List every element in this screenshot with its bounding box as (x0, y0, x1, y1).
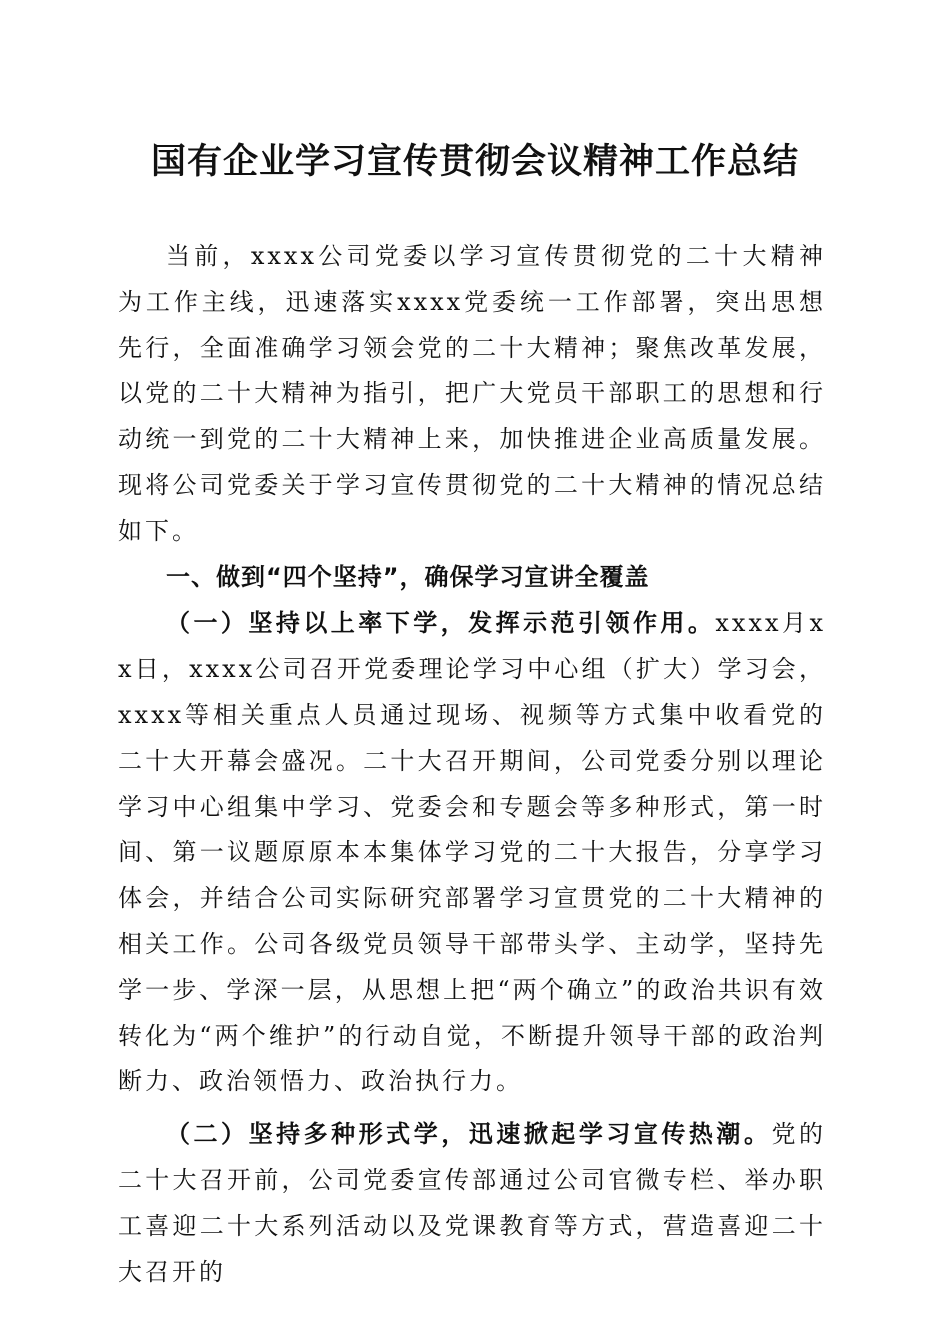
item-1-body: xxxx月xx日，xxxx公司召开党委理论学习中心组（扩大）学习会，xxxx等相关重点人员通过现场、视频等方式集中收看党的二十大开幕会盛况。二十大召开期间，公司党委分别以理论学习中心组集中学习、党委会和专题会等多种形式，第一时间、第一议题原原本本集体学习党的二十大报告，分享学习体会，并结合公司实际研究部署学习宣贯党的二十大精神的相关工作。公司各级党员领导干部带头学、主动学，坚持先学一步、学深一层，从思想上把“两个确立”的政治共识有效转化为“两个维护”的行动自觉，不断提升领导干部的政治判断力、政治领悟力、政治执行力。 (118, 609, 826, 1096)
item-paragraph-2 (118, 1111, 826, 1295)
item-2-body: 党的二十大召开前，公司党委宣传部通过公司官微专栏、举办职工喜迎二十大系列活动以及党课教育等方式，营造喜迎二十大召开的 (118, 1120, 827, 1286)
item-2-lead: （二）坚持多种形式学，迅速掀起学习宣传热潮。 (166, 1119, 772, 1149)
item-paragraph-1 (118, 600, 826, 1105)
intro-paragraph: 当前，xxxx公司党委以学习宣传贯彻党的二十大精神为工作主线，迅速落实xxxx党委统一工作部署，突出思想先行，全面准确学习领会党的二十大精神；聚焦改革发展，以党的二十大精神为指引，把广大党员干部职工的思想和行动统一到党的二十大精神上来，加快推进企业高质量发展。现将公司党委关于学习宣传贯彻党的二十大精神的情况总结如下。 (118, 242, 826, 545)
item-1-lead: （一）坚持以上率下学，发挥示范引领作用。 (166, 608, 716, 638)
section-heading-1: 一、做到“四个坚持”，确保学习宣讲全覆盖 (166, 562, 650, 591)
document-body (118, 234, 826, 1295)
document-title: 国有企业学习宣传贯彻会议精神工作总结 (150, 141, 799, 182)
